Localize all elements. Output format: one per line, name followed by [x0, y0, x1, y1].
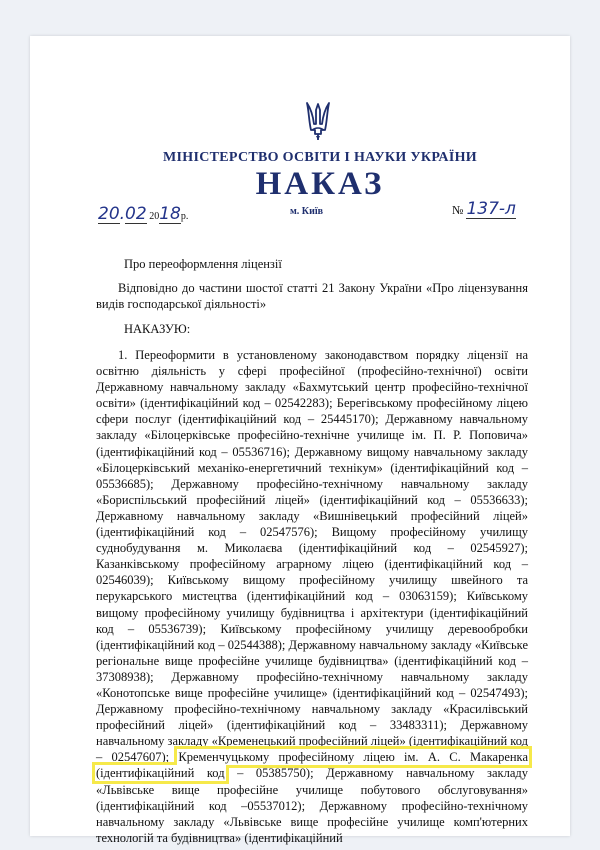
ministry-title: МІНІСТЕРСТВО ОСВІТИ І НАУКИ УКРАЇНИ	[163, 150, 477, 165]
city-label: м. Київ	[290, 206, 324, 217]
date-month: 02	[125, 204, 147, 224]
preamble-paragraph: Відповідно до частини шостої статті 21 Закону України «Про ліцензування видів господарської діяльності»	[96, 281, 528, 311]
document-type-title: НАКАЗ	[255, 166, 385, 202]
number-value: 137-л	[466, 199, 516, 219]
order-heading: НАКАЗУЮ:	[124, 322, 191, 336]
subject-line: Про переоформлення ліцензії	[124, 257, 282, 271]
order-item-1-text-start: 1. Переоформити в установленому законодавством порядку ліцензії на освітню діяльність у сфері професійної (професійно-технічної) освіти Державному навчальному закладу «Бахмутський центр професійно-технічної освіти» (ідентифікаційний код – 02542283); Берегівському професійному ліцею сфери послуг (ідентифікаційний код – 25445170); Державному навчальному закладу «Білоцерківське професійно-технічне училище ім. П. Р. Поповича» (ідентифікаційний код – 05536716); Державному вищому навчальному закладу «Білоцерківський механіко-енергетичний технікум» (ідентифікаційний код – 05536685); Державному професійно-технічному навчальному закладу «Бориспільський професійний ліцей» (ідентифікаційний код – 05536633); Державному навчальному закладу «Вишнівецький професійний ліцей» (ідентифікаційний код – 02547576); Вищому професійному училищу суднобудування м. Миколаєва (ідентифікаційний код – 02545927); Казанківському професійному аграрному ліцею (ідентифікаційний код – 02546039); Київському вищому професійному училищу швейного та перукарського мистецтва (ідентифікаційний код – 03063159); Київському вищому професійному училищу будівництва і архітектури (ідентифікаційний код – 05536739); Київському професійному училищу деревообробки (ідентифікаційний код – 02544388); Державному навчальному закладу «Київське регіональне вище професійне училище будівництва» (ідентифікаційний код – 37308938); Державному професійно-технічному навчальному закладу «Конотопське вище професійне училище» (ідентифікаційний код – 02547493); Державному професійно-технічному навчальному закладу «Красилівський професійний ліцей» (ідентифікаційний код – 33483311); Державному навчальному закладу «Кременецький професійний ліцей» (ідентифікаційний код – 02547607);	[96, 348, 528, 765]
order-date	[98, 204, 246, 224]
highlighted-text: Кременчуцькому професійному ліцею ім. А. С. Макаренка (ідентифікаційний код	[96, 750, 528, 781]
order-item-1	[96, 347, 528, 846]
date-century: 20	[149, 211, 160, 222]
date-year: 18	[159, 204, 181, 224]
order-item-1-text-end: – 05385750); Державному навчальному закладу «Львівське вище професійне училище побутового обслуговування» (ідентифікаційний код –05537012); Державному професійно-технічному навчальному закладу «Львівське вище професійне училище комп'ютерних технологій та будівництва» (ідентифікаційний	[96, 766, 528, 845]
date-suffix: р.	[180, 211, 189, 222]
date-day: 20	[98, 204, 120, 224]
number-prefix: №	[452, 203, 464, 217]
trident-emblem-icon	[304, 100, 332, 142]
date-separator: .	[119, 204, 126, 224]
order-number	[452, 201, 532, 219]
